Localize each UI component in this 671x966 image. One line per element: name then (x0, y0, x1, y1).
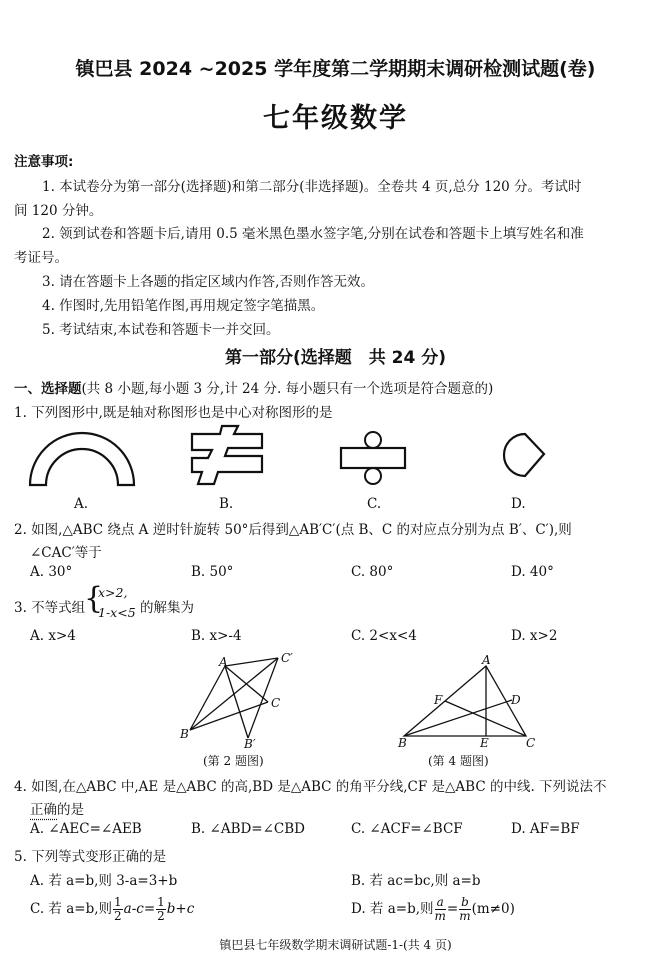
notice-item-2-cont: 考证号。 (14, 250, 68, 266)
q4-option-c: C. ∠ACF=∠BCF (351, 821, 463, 837)
q5-option-c-frac-2: $\frac{1}{2}$ (157, 895, 165, 923)
fig4-caption: (第 4 题图) (428, 754, 489, 768)
q3-inequality-2: 1-x<5 (98, 605, 136, 620)
q5-option-b: B. 若 ac=bc,则 a=b (351, 873, 481, 889)
q3-prefix: 3. 不等式组 (14, 600, 86, 616)
exam-title: 镇巴县 2024 ~2025 学年度第二学期期末调研检测试题(卷) (75, 58, 596, 80)
notice-item-3: 3. 请在答题卡上各题的指定区域内作答,否则作答无效。 (42, 274, 374, 290)
fig2-label-c: C (271, 696, 281, 710)
fig4-label-f: F (434, 693, 443, 707)
q4-stem-cont (30, 798, 84, 818)
q1-shape-c-bottom-circle (365, 468, 381, 484)
fig2-label-b: B (180, 727, 189, 741)
section-intro (14, 377, 493, 397)
q2-option-d: D. 40° (511, 564, 554, 580)
q3-option-b: B. x>-4 (191, 628, 242, 644)
q3-suffix: 的解集为 (140, 600, 194, 616)
q5-option-d-prefix: D. 若 a=b,则 (351, 901, 434, 917)
q5-option-c-frac-1: $\frac{1}{2}$ (114, 895, 122, 923)
q2-option-c: C. 80° (351, 564, 394, 580)
fig4-label-d: D (511, 693, 521, 707)
q3-inequality-1: x>2, (98, 585, 128, 600)
section-title: 第一部分(选择题 共 24 分) (224, 348, 447, 368)
q4-emphasis: 正确 (30, 802, 57, 818)
q2-option-a: A. 30° (30, 564, 73, 580)
q3-option-d: D. x>2 (511, 628, 558, 644)
notice-item-1-cont: 间 120 分钟。 (14, 203, 103, 219)
q5-option-c-mid: a-c= (123, 901, 156, 917)
q5-stem: 5. 下列等式变形正确的是 (14, 849, 167, 865)
q1-shape-c-rect (341, 448, 405, 468)
section-intro-label: 一、选择题 (14, 381, 82, 397)
q1-shape-d-drop (504, 434, 544, 476)
q5-option-c-prefix: C. 若 a=b,则 (30, 901, 113, 917)
q1-shape-b (192, 426, 262, 484)
q1-label-d: D. (511, 496, 526, 512)
subject-title: 七年级数学 (263, 103, 408, 134)
notice-item-5: 5. 考试结束,本试卷和答题卡一并交回。 (42, 322, 280, 338)
q2-stem-cont: ∠CAC′等于 (30, 545, 102, 561)
fig2-label-a: A (219, 655, 228, 669)
notice-item-4: 4. 作图时,先用铅笔作图,再用规定签字笔描黑。 (42, 298, 325, 314)
q5-option-d-equals: = (446, 901, 459, 917)
q5-option-d-frac-2: $\frac{b}{m}$ (459, 895, 471, 923)
q5-option-c (30, 896, 194, 923)
q5-option-d-end: (m≠0) (471, 901, 515, 917)
q2-stem: 2. 如图,△ABC 绕点 A 逆时针旋转 50°后得到△AB′C′(点 B、C 的对应点分别为点 B′、C′),则 (14, 522, 572, 538)
q4-stem: 4. 如图,在△ABC 中,AE 是△ABC 的高,BD 是△ABC 的角平分线,CF 是△ABC 的中线. 下列说法不 (14, 779, 607, 795)
q4-stem-end: 的是 (57, 802, 84, 818)
q4-option-b: B. ∠ABD=∠CBD (191, 821, 306, 837)
fig2-diagram (170, 650, 310, 755)
q1-figures (0, 420, 671, 492)
notice-heading: 注意事项: (14, 154, 74, 170)
q1-label-a: A. (74, 496, 89, 512)
fig4-label-b: B (398, 736, 407, 747)
q1-stem: 1. 下列图形中,既是轴对称图形也是中心对称图形的是 (14, 405, 333, 421)
fig4-label-a: A (482, 653, 491, 667)
q5-option-c-end: b+c (166, 901, 195, 917)
q3-option-c: C. 2<x<4 (351, 628, 417, 644)
q3-brace: { (84, 581, 104, 616)
fig2-caption: (第 2 题图) (203, 754, 264, 768)
q1-shape-c-top-circle (365, 432, 381, 448)
fig2-label-c-prime: C′ (281, 651, 293, 665)
fig4-diagram (390, 652, 550, 747)
section-intro-text: (共 8 小题,每小题 3 分,计 24 分. 每小题只有一个选项是符合题意的) (81, 381, 494, 397)
q1-shape-a-arch (30, 433, 134, 485)
q1-label-b: B. (219, 496, 234, 512)
q5-option-d (351, 896, 515, 923)
q4-option-d: D. AF=BF (511, 821, 580, 837)
fig4-label-c: C (526, 736, 536, 747)
q4-option-a: A. ∠AEC=∠AEB (30, 821, 142, 837)
q3-option-a: A. x>4 (30, 628, 76, 644)
notice-item-2: 2. 领到试卷和答题卡后,请用 0.5 毫米黑色墨水签字笔,分别在试卷和答题卡上填写姓名和准 (42, 226, 584, 242)
fig2-label-b-prime: B′ (244, 737, 256, 751)
q2-option-b: B. 50° (191, 564, 234, 580)
fig4-label-e: E (480, 736, 489, 747)
notice-item-1: 1. 本试卷分为第一部分(选择题)和第二部分(非选择题)。全卷共 4 页,总分 120 分。考试时 (42, 179, 582, 195)
q5-option-a: A. 若 a=b,则 3-a=3+b (30, 873, 178, 889)
q1-label-c: C. (367, 496, 382, 512)
q5-option-d-frac-1: $\frac{a}{m}$ (434, 895, 446, 923)
page-footer: 镇巴县七年级数学期末调研试题-1-(共 4 页) (219, 938, 452, 952)
